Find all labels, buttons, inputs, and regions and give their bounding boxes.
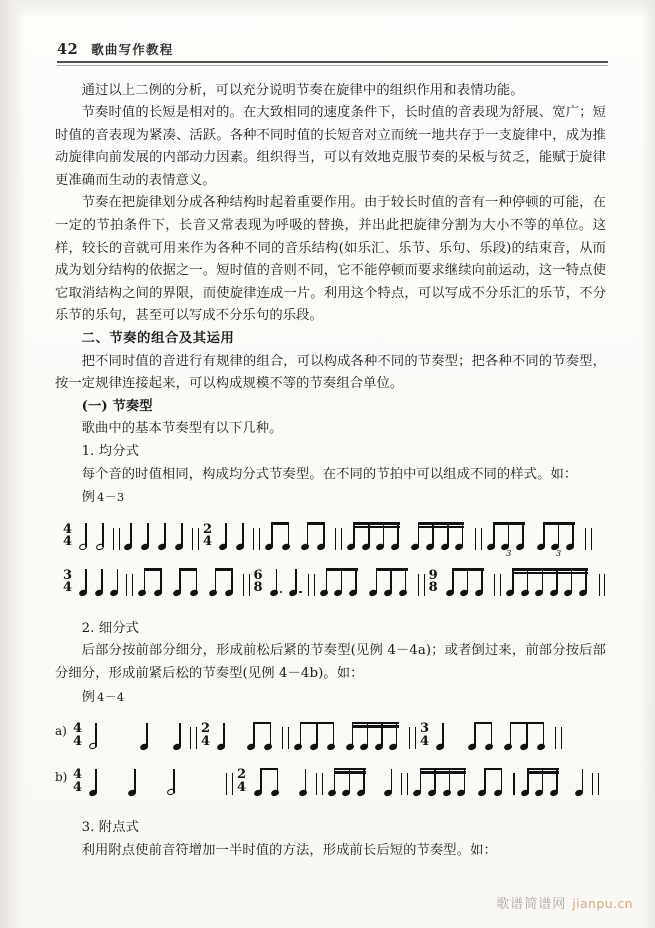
example-label-4-3 [55, 486, 606, 510]
barline-double [253, 528, 260, 550]
eighth-note [485, 719, 498, 749]
barline-double [475, 528, 482, 550]
time-signature-3-4 [63, 567, 73, 596]
paragraph-8: 利用附点使前音符增加一半时值的方法，形成前长后短的节奏型。如： [81, 842, 497, 858]
timesig-top: 9 [428, 567, 438, 583]
sixteenth-note [426, 520, 439, 550]
quarter-note [158, 520, 171, 550]
eighth-note [478, 765, 491, 795]
paragraph-5: 歌曲中的基本节奏型有以下几种。 [81, 421, 283, 437]
eighth-note [516, 520, 529, 550]
eighth-note [501, 520, 514, 550]
timesig-top: 2 [201, 721, 211, 737]
eighth-note [566, 520, 579, 550]
timesig-top: 2 [237, 767, 247, 783]
quarter-note [89, 765, 102, 795]
quarter-note [436, 719, 449, 749]
example-label-4-4 [55, 686, 606, 710]
barline-double [243, 574, 249, 596]
time-signature-2-4 [201, 723, 210, 748]
time-signature-4-4 [73, 723, 82, 748]
sixteenth-note [520, 719, 533, 749]
eighth-note [384, 566, 397, 596]
music-row-label-b: b) [55, 770, 68, 785]
sixteenth-note [455, 520, 468, 550]
quarter-note [79, 566, 91, 596]
quarter-note [299, 765, 312, 795]
watermark-en-text: jianpu.cn [572, 896, 633, 911]
barline-double [126, 574, 132, 596]
quarter-note [384, 765, 397, 795]
running-head [55, 40, 607, 58]
barline-double [494, 574, 500, 596]
quarter-note [175, 520, 188, 550]
time-signature-2-4 [203, 521, 213, 550]
sixteenth-note [357, 765, 370, 795]
music-row-b [55, 757, 607, 803]
timesig-top: 4 [73, 721, 83, 737]
beamed-eighth-triple [369, 566, 413, 596]
eighth-note [334, 566, 347, 596]
sixteenth-note [389, 719, 402, 749]
sixteenth-note [521, 566, 534, 596]
barline-double [190, 727, 197, 749]
quarter-note [575, 765, 588, 795]
beamed-sixteenth-group [347, 520, 405, 550]
eighth-note [173, 566, 186, 596]
sixteenth-note [360, 719, 373, 749]
eighth-note [282, 520, 295, 550]
paragraph-6: 每个音的时值相同，构成均分式节奏型。在不同的节拍中可以组成不同的样式。如： [81, 466, 578, 482]
quarter-note [141, 520, 154, 550]
header-rule-thin [57, 65, 608, 66]
sixteenth-note [413, 765, 426, 795]
beamed-eighth-pair [301, 520, 331, 550]
eighth-note [254, 765, 267, 795]
tuplet-number: 3 [555, 548, 562, 559]
timesig-bottom: 4 [419, 733, 430, 749]
sixteenth-note [537, 719, 550, 749]
sixteenth-note [457, 765, 470, 795]
eighth-note [264, 719, 277, 749]
barline-double [335, 528, 342, 550]
eighth-note [446, 566, 459, 596]
eighth-note [504, 719, 517, 749]
paragraph-2: 节奏时值的长短是相对的。在大致相同的速度条件下，长时值的音表现为舒展、宽广；短时值的音表现为紧凑、活跃。各种不同时值的长短音对立而统一地共存于一支旋律中，成为推动旋律向前发展的内部动力因素。组织得当，可以有效地克服节奏的呆板与贫乏，能赋于旋律更准确而生动的表情意义。 [55, 105, 606, 188]
sixteenth-note [550, 765, 563, 795]
timesig-bottom: 8 [253, 580, 263, 596]
sixteenth-note [342, 765, 355, 795]
music-row-1 [55, 512, 607, 558]
sixteenth-note [362, 520, 375, 550]
eighth-note [320, 566, 333, 596]
item-heading-1: 1. 均分式 [81, 444, 139, 459]
sixteenth-note [346, 719, 359, 749]
item-heading-2: 2. 细分式 [81, 620, 139, 636]
time-signature-2-4 [237, 769, 246, 794]
eighth-note [301, 520, 314, 550]
sixteenth-note [535, 566, 548, 596]
eighth-note [190, 566, 203, 596]
sixteenth-note [441, 520, 454, 550]
beamed-eighth-pair [209, 566, 239, 596]
barline-double-end [599, 574, 605, 596]
beamed-sixteenth-group [413, 765, 471, 795]
page-content [55, 40, 607, 862]
barline-double [282, 727, 289, 749]
beamed-sixteenth-group [506, 566, 594, 596]
eighth-note [551, 520, 564, 550]
example-label-text-2: 例 [81, 689, 95, 705]
paragraph-1: 通过以上二例的分析，可以充分说明节奏在旋律中的组织作用和表情功能。 [81, 82, 524, 98]
eighth-note [138, 566, 151, 596]
sixteenth-note [521, 765, 534, 795]
timesig-bottom: 4 [73, 733, 83, 749]
sixteenth-note [347, 520, 360, 550]
beamed-sixteenth-group [521, 765, 565, 795]
eighth-note [247, 719, 260, 749]
barline-double-end [555, 727, 562, 749]
timesig-bottom: 4 [63, 534, 73, 550]
book-title: 歌曲写作教程 [91, 42, 174, 57]
timesig-bottom: 4 [73, 779, 83, 795]
example-number-1: 4－3 [97, 490, 125, 505]
paragraph-4: 把不同时值的音进行有规律的组合，可以构成各种不同的节奏型；把各种不同的节奏型，按一定规律连接起来，可以构成规模不等的节奏组合单位。 [55, 353, 606, 392]
eighth-note [265, 520, 278, 550]
eighth-note [209, 566, 222, 596]
half-note [89, 719, 102, 749]
sixteenth-note [564, 566, 577, 596]
eighth-note [317, 520, 330, 550]
eighth-note [225, 566, 238, 596]
beamed-sixteenth-group [411, 520, 469, 550]
timesig-top: 3 [419, 721, 430, 737]
timesig-bottom: 4 [237, 779, 247, 795]
quarter-note [95, 566, 107, 596]
timesig-top: 2 [203, 521, 213, 537]
subsection-heading-1: (一) 节奏型 [81, 398, 153, 414]
quarter-note [173, 719, 186, 749]
beamed-eighth-pair [254, 765, 284, 795]
timesig-top: 6 [253, 567, 263, 583]
sixteenth-note [535, 765, 548, 795]
tuplet-number: 3 [506, 548, 512, 559]
timesig-bottom: 8 [428, 580, 438, 596]
music-row-2 [55, 558, 607, 604]
beamed-eighth-pair [138, 566, 168, 596]
beamed-eighth-pair [265, 520, 295, 550]
beamed-sixteenth-group [328, 765, 372, 795]
eighth-note [369, 566, 382, 596]
music-example-4-3 [55, 512, 607, 604]
music-example-4-4 [55, 711, 607, 803]
beamed-eighth-sixteenth [294, 719, 340, 749]
sixteenth-note [328, 765, 341, 795]
timesig-bottom: 4 [201, 733, 211, 749]
dotted-quarter-note [270, 566, 285, 596]
half-note [167, 765, 180, 795]
eighth-note [537, 520, 550, 550]
triplet-group [487, 520, 531, 559]
item-heading-3: 3. 附点式 [81, 820, 139, 836]
sixteenth-note [443, 765, 456, 795]
eighth-note [349, 566, 362, 596]
site-watermark [496, 893, 633, 912]
quarter-note [124, 520, 137, 550]
example-number-2: 4－4 [97, 689, 125, 704]
beamed-eighth-pair [247, 719, 277, 749]
music-row-a [55, 711, 607, 757]
header-rule [57, 61, 608, 63]
dotted-quarter-note [289, 566, 304, 596]
barline-double [308, 574, 314, 596]
timesig-bottom: 4 [203, 534, 213, 550]
quarter-note [217, 719, 230, 749]
barline-double [409, 727, 416, 749]
sixteenth-note [411, 520, 424, 550]
barline-double [113, 528, 120, 550]
body-text-3 [55, 817, 606, 862]
quarter-note [110, 566, 122, 596]
quarter-note [219, 520, 232, 550]
beamed-eighth-pair [173, 566, 203, 596]
quarter-note [236, 520, 249, 550]
eighth-note [460, 566, 473, 596]
page-number: 42 [57, 41, 79, 58]
eighth-note [294, 719, 307, 749]
time-signature-9-8 [428, 567, 438, 596]
time-signature-4-4 [73, 769, 82, 794]
beamed-eighth-pair [468, 719, 498, 749]
time-signature-3-4 [420, 723, 429, 748]
sixteenth-note [391, 520, 404, 550]
sixteenth-note [310, 719, 323, 749]
triplet-group [537, 520, 581, 559]
time-signature-4-4 [63, 521, 73, 550]
timesig-top: 4 [73, 767, 83, 783]
barline-double [401, 773, 408, 795]
sixteenth-note [327, 719, 340, 749]
body-text-2 [55, 618, 606, 709]
eighth-note [399, 566, 412, 596]
barline-double [418, 574, 424, 596]
beamed-eighth-triple [320, 566, 364, 596]
beamed-sixteenth-group [346, 719, 404, 749]
beamed-eighth-triple [446, 566, 490, 596]
barline-double [316, 773, 323, 795]
sixteenth-note [428, 765, 441, 795]
timesig-top: 3 [63, 567, 73, 583]
eighth-note [475, 566, 488, 596]
eighth-note [468, 719, 481, 749]
beamed-eighth-sixteenth [504, 719, 550, 749]
time-signature-6-8 [253, 567, 263, 596]
half-note [96, 520, 109, 550]
quarter-note [128, 765, 141, 795]
barline-double-end [592, 773, 599, 795]
eighth-note [154, 566, 167, 596]
sixteenth-note [550, 566, 563, 596]
paragraph-3: 节奏在把旋律划分成各种结构时起着重要作用。由于较长时值的音有一种停顿的可能，在一定的节拍条件下，长音又常表现为呼吸的替换，并出此把旋律分割为大小不等的单位。这样，较长的音就可用来作为各种不同的音乐结构(如乐汇、乐节、乐句、乐段)的结束音，从而成为划分结构的依据之一。短时值的音则不同，它不能停顿而要求继续向前运动，这一特点使它取消结构之间的界限，而使旋律连成一片。利用这个特点，可以写成不分乐汇的乐节，不分乐节的乐句，甚至可以写成不分乐句的乐段。 [55, 195, 606, 324]
sixteenth-note [506, 566, 519, 596]
beamed-eighth-pair [478, 765, 508, 795]
eighth-note [494, 765, 507, 795]
eighth-note [487, 520, 500, 550]
body-text [55, 80, 606, 510]
barline-double [192, 528, 199, 550]
quarter-note [140, 719, 153, 749]
barline-double [226, 773, 233, 795]
half-note [79, 520, 92, 550]
sixteenth-note [376, 520, 389, 550]
barline-double-end [585, 528, 592, 550]
sixteenth-note [579, 566, 592, 596]
paragraph-7: 后部分按前部分细分，形成前松后紧的节奏型(见例 4－4a)；或者倒过来，前部分按后部分细分，形成前紧后松的节奏型(见例 4－4b)。如： [55, 643, 606, 681]
eighth-note [271, 765, 284, 795]
sixteenth-note [375, 719, 388, 749]
barline-single [513, 773, 514, 795]
section-heading: 二、节奏的组合及其运用 [81, 331, 235, 347]
timesig-top: 4 [63, 521, 73, 537]
watermark-cn-text: 歌谱简谱网 [496, 897, 567, 912]
timesig-bottom: 4 [63, 580, 73, 596]
music-row-label-a: a) [55, 724, 67, 739]
example-label-text-1: 例 [81, 490, 95, 506]
